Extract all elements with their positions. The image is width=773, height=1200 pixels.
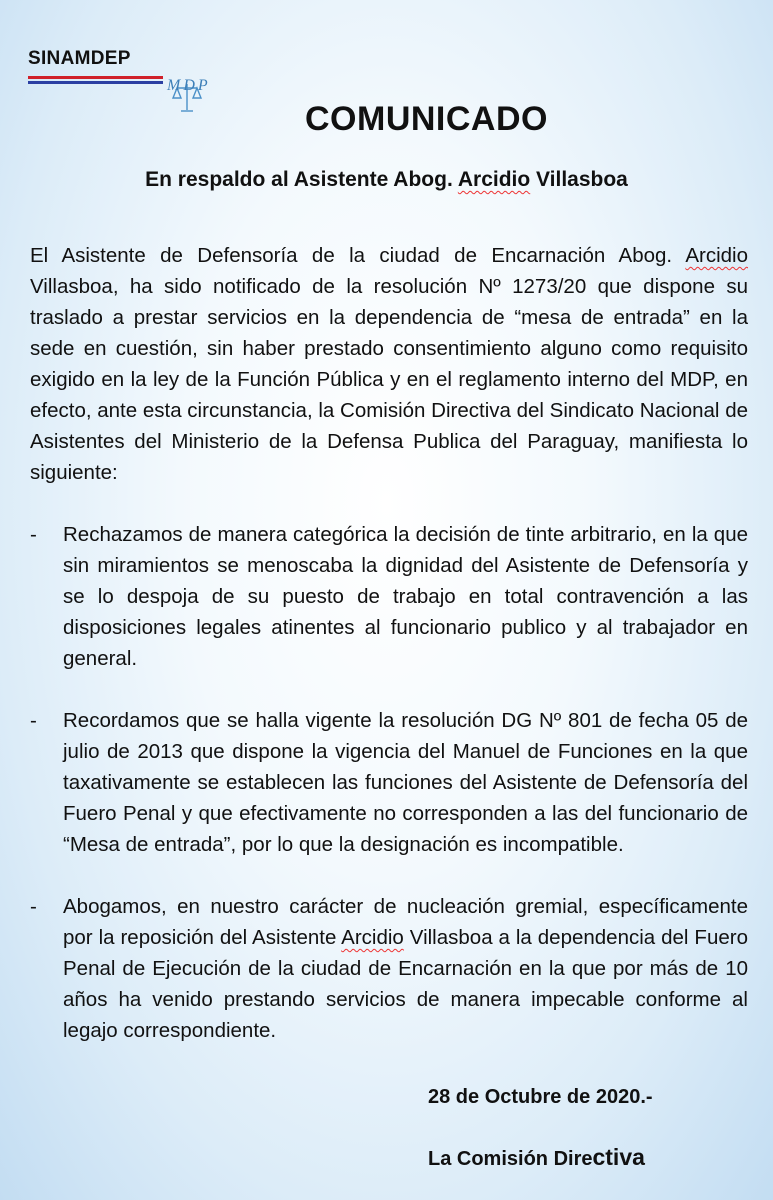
subtitle-suffix: Villasboa	[530, 168, 628, 191]
page-title: COMUNICADO	[305, 100, 548, 138]
bullet-3-part-2: Villasboa a la dependencia del Fuero Penal de Ejecución de la ciudad de Encarnación en la que por más de 10 años ha venido prestando servicios de manera impecable conforme al legajo correspondiente.	[63, 926, 748, 1042]
signature	[428, 1144, 645, 1171]
mdp-logo-letters: MDP	[167, 77, 211, 94]
org-name: SINAMDEP	[28, 48, 131, 69]
bullet-text-3	[63, 891, 748, 1046]
document-body	[30, 240, 748, 1077]
bullet-text-2: Recordamos que se halla vigente la resolución DG Nº 801 de fecha 05 de julio de 2013 que dispone la vigencia del Manuel de Funciones en la que taxativamente se establecen las funciones del Asistente de Defensoría del Fuero Penal y que efectivamente no corresponden a las del funcionario de “Mesa de entrada”, por lo que la designación es incompatible.	[63, 709, 748, 856]
signature-part-2: ctiva	[592, 1144, 645, 1170]
intro-part-2: Villasboa, ha sido notificado de la resolución Nº 1273/20 que dispone su traslado a prestar servicios en la dependencia de “mesa de entrada” en la sede en cuestión, sin haber prestado consentimiento alguno como requisito exigido en la ley de la Función Pública y en el reglamento interno del MDP, en efecto, ante esta circunstancia, la Comisión Directiva del Sindicato Nacional de Asistentes del Ministerio de la Defensa Publica del Paraguay, manifiesta lo siguiente:	[30, 275, 748, 484]
bullet-dash: -	[30, 895, 37, 918]
subtitle-prefix: En respaldo al Asistente Abog.	[145, 168, 458, 191]
org-brand	[28, 48, 163, 86]
intro-paragraph	[30, 240, 748, 488]
bullet-dash: -	[30, 523, 37, 546]
intro-name: Arcidio	[685, 244, 748, 267]
document-date: 28 de Octubre de 2020.-	[428, 1086, 653, 1108]
flag-red-stripe	[28, 76, 163, 79]
bullet-item-3	[30, 891, 748, 1046]
bullet-dash: -	[30, 709, 37, 732]
bullet-item-1	[30, 519, 748, 674]
flag-blue-stripe	[28, 81, 163, 84]
bullet-3-part-1: Abogamos, en nuestro carácter de nucleación gremial, específicamente por la reposición del Asistente	[63, 895, 748, 949]
subtitle	[0, 168, 773, 192]
bullet-item-2	[30, 705, 748, 860]
bullet-3-name: Arcidio	[341, 926, 404, 949]
signature-part-1: La Comisión Dire	[428, 1148, 593, 1170]
subtitle-name: Arcidio	[457, 168, 531, 191]
bullet-text-1: Rechazamos de manera categórica la decisión de tinte arbitrario, en la que sin miramientos se menoscaba la dignidad del Asistente de Defensoría y se lo despoja de su puesto de trabajo en total contravención a las disposiciones legales atinentes al funcionario publico y al trabajador en general.	[63, 523, 748, 670]
flag-stripes	[28, 76, 163, 84]
intro-part-1: El Asistente de Defensoría de la ciudad de Encarnación Abog.	[30, 244, 686, 267]
